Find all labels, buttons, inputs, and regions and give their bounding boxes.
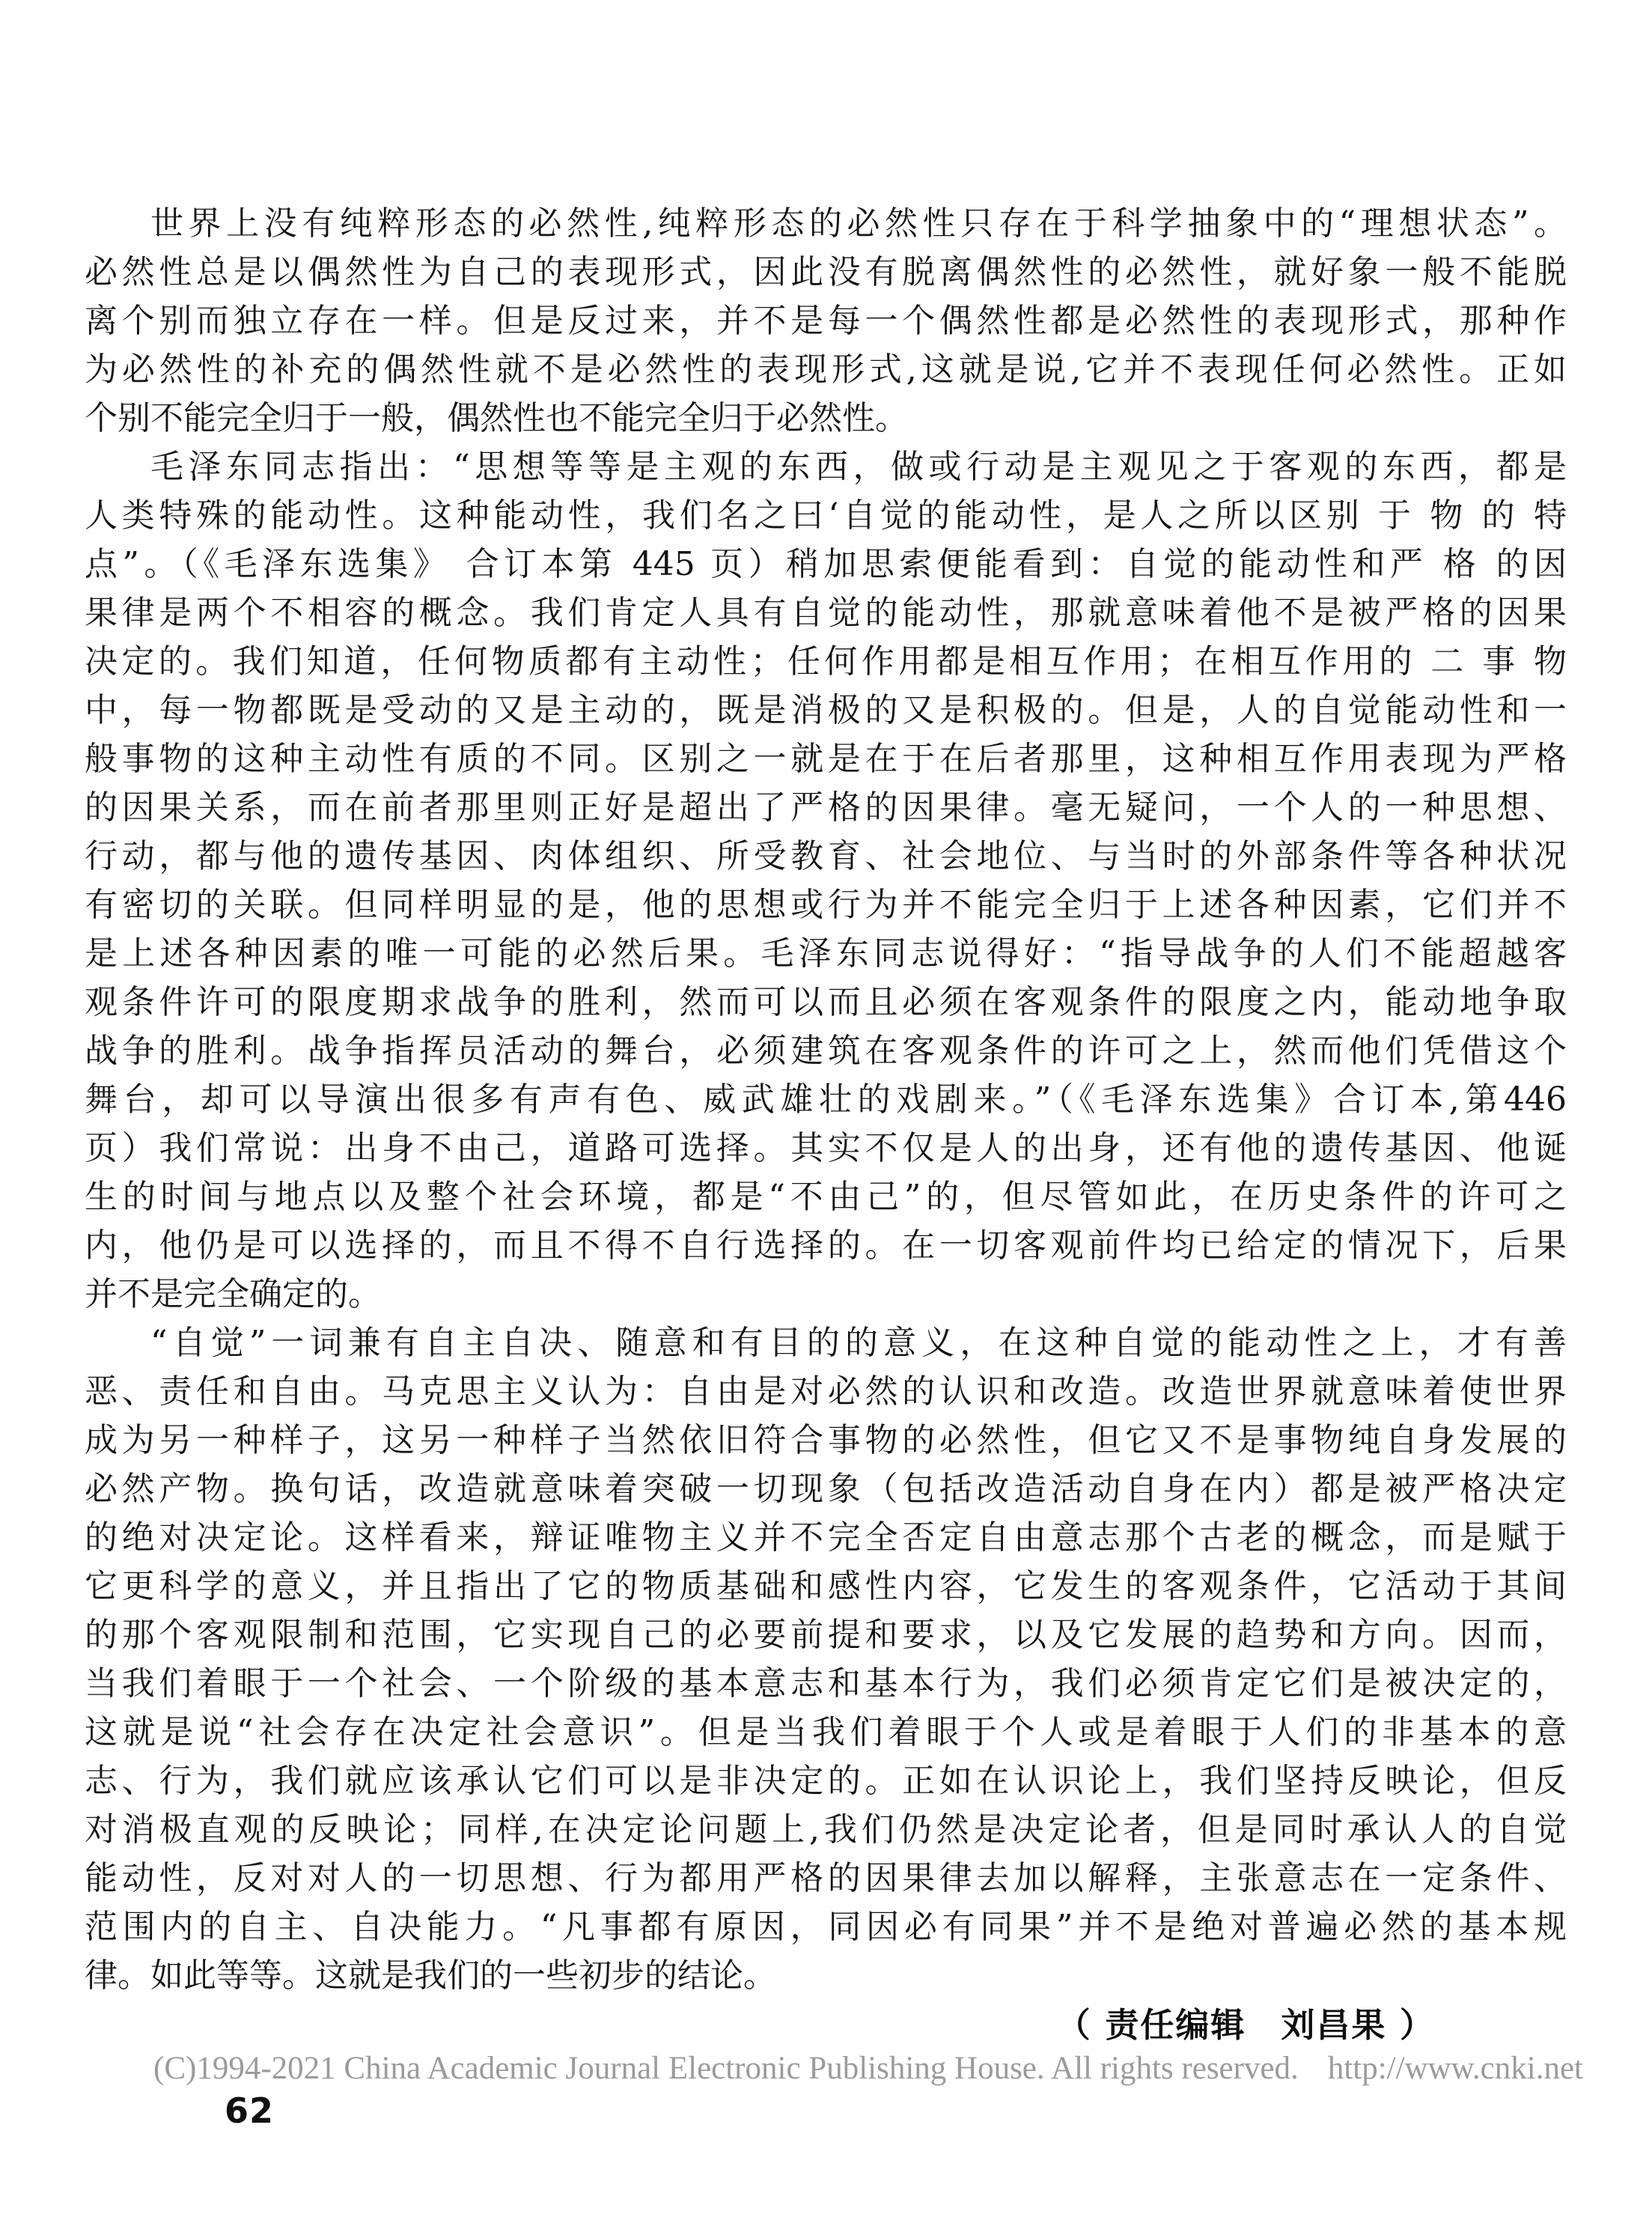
text-line: 当我们着眼于一个社会、一个阶级的基本意志和基本行为，我们必须肯定它们是被决定的， [85, 1664, 1567, 1703]
text-line: 范围内的自主、自决能力。“凡事都有原因，同因必有同果”并不是绝对普遍必然的基本规 [85, 1908, 1567, 1946]
text-line: 决定的。我们知道，任何物质都有主动性；任何作用都是相互作用；在相互作用的 二 事 物 [85, 642, 1567, 681]
text-line: 必然性总是以偶然性为自己的表现形式，因此没有脱离偶然性的必然性，就好象一般不能脱 [85, 253, 1567, 291]
text-line: 恶、责任和自由。马克思主义认为：自由是对必然的认识和改造。改造世界就意味着使世界 [85, 1372, 1567, 1411]
text-line: 观条件许可的限度期求战争的胜利，然而可以而且必须在客观条件的限度之内，能动地争取 [85, 983, 1567, 1021]
text-line: 有密切的关联。但同样明显的是，他的思想或行为并不能完全归于上述各种因素，它们并不 [85, 886, 1567, 924]
text-line: 世界上没有纯粹形态的必然性,纯粹形态的必然性只存在于科学抽象中的“理想状态”。 [150, 204, 1567, 243]
text-line: 这就是说“社会存在决定社会意识”。但是当我们着眼于个人或是着眼于人们的非基本的意 [85, 1713, 1567, 1751]
text-line: 志、行为，我们就应该承认它们可以是非决定的。正如在认识论上，我们坚持反映论，但反 [85, 1762, 1567, 1800]
text-line: 为必然性的补充的偶然性就不是必然性的表现形式,这就是说,它并不表现任何必然性。正如 [85, 350, 1567, 389]
text-line: 对消极直观的反映论；同样,在决定论问题上,我们仍然是决定论者，但是同时承认人的自觉 [85, 1810, 1567, 1849]
text-line: “自觉”一词兼有自主自决、随意和有目的的意义，在这种自觉的能动性之上，才有善 [150, 1324, 1567, 1362]
text-line: 毛泽东同志指出：“思想等等是主观的东西，做或行动是主观见之于客观的东西，都是 [150, 448, 1567, 486]
text-line: 生的时间与地点以及整个社会环境，都是“不由己”的，但尽管如此，在历史条件的许可之 [85, 1178, 1567, 1216]
text-line: 点”。（《毛泽东选集》 合订本第 445 页）稍加思索便能看到：自觉的能动性和严 格 的因 [85, 545, 1567, 583]
text-line: 它更科学的意义，并且指出了它的物质基础和感性内容，它发生的客观条件，它活动于其间 [85, 1567, 1567, 1605]
text-line: 人类特殊的能动性。这种能动性，我们名之曰‘自觉的能动性，是人之所以区别 于 物 的 特 [85, 496, 1567, 535]
text-line: 并不是完全确定的。 [85, 1275, 381, 1313]
page-number: 62 [225, 2090, 275, 2131]
text-line: 页）我们常说：出身不由己，道路可选择。其实不仅是人的出身，还有他的遗传基因、他诞 [85, 1129, 1567, 1167]
text-line: 的因果关系，而在前者那里则正好是超出了严格的因果律。毫无疑问，一个人的一种思想、 [85, 788, 1567, 827]
text-line: 律。如此等等。这就是我们的一些初步的结论。 [85, 1956, 776, 1995]
text-line: 舞台，却可以导演出很多有声有色、威武雄壮的戏剧来。”（《毛泽东选集》合订本,第446 [85, 1080, 1567, 1119]
text-line: 成为另一种样子，这另一种样子当然依旧符合事物的必然性，但它又不是事物纯自身发展的 [85, 1421, 1567, 1459]
text-line: 般事物的这种主动性有质的不同。区别之一就是在于在后者那里，这种相互作用表现为严格 [85, 740, 1567, 778]
text-line: 中，每一物都既是受动的又是主动的，既是消极的又是积极的。但是，人的自觉能动性和一 [85, 691, 1567, 729]
cnki-url: http://www.cnki.net [1327, 2051, 1583, 2086]
text-line: 个别不能完全归于一般，偶然性也不能完全归于必然性。 [85, 399, 908, 437]
text-line: 果律是两个不相容的概念。我们肯定人具有自觉的能动性，那就意味着他不是被严格的因果 [85, 594, 1567, 632]
text-line: 必然产物。换句话，改造就意味着突破一切现象（包括改造活动自身在内）都是被严格决定 [85, 1470, 1567, 1508]
text-line: 是上述各种因素的唯一可能的必然后果。毛泽东同志说得好：“指导战争的人们不能超越客 [85, 934, 1567, 973]
article-body [85, 199, 1567, 2000]
text-line: 的那个客观限制和范围，它实现自己的必要前提和要求，以及它发展的趋势和方向。因而， [85, 1616, 1567, 1654]
copyright-notice: (C)1994-2021 China Academic Journal Electronic Publishing House. All rights reserved. [153, 2051, 1299, 2086]
text-line: 能动性，反对对人的一切思想、行为都用严格的因果律去加以解释，主张意志在一定条件、 [85, 1859, 1567, 1897]
editor-credit: （ 责任编辑 刘昌果 ） [1056, 2005, 1435, 2045]
copyright-bar [153, 2050, 1583, 2087]
text-line: 战争的胜利。战争指挥员活动的舞台，必须建筑在客观条件的许可之上，然而他们凭借这个 [85, 1032, 1567, 1070]
text-line: 的绝对决定论。这样看来，辩证唯物主义并不完全否定自由意志那个古老的概念，而是赋于 [85, 1518, 1567, 1557]
text-line: 内，他仍是可以选择的，而且不得不自行选择的。在一切客观前件均已给定的情况下，后果 [85, 1226, 1567, 1265]
text-line: 离个别而独立存在一样。但是反过来，并不是每一个偶然性都是必然性的表现形式，那种作 [85, 302, 1567, 340]
text-line: 行动，都与他的遗传基因、肉体组织、所受教育、社会地位、与当时的外部条件等各种状况 [85, 837, 1567, 875]
